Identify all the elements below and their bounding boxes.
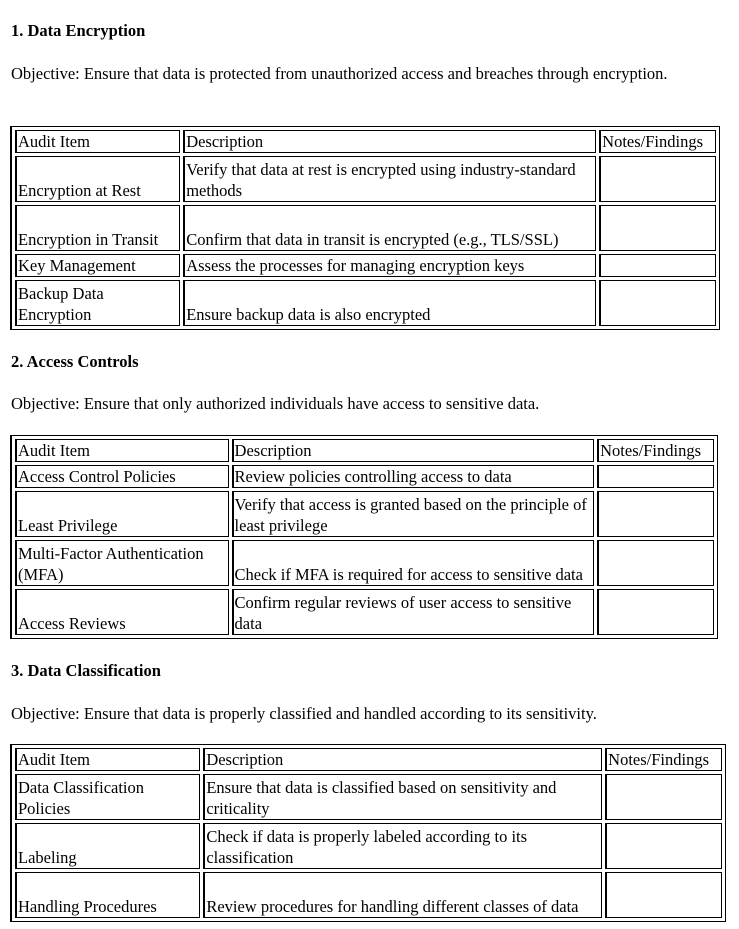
header-description: Description xyxy=(183,130,596,153)
objective-access-controls: Objective: Ensure that only authorized individuals have access to sensitive data. xyxy=(11,394,540,413)
audit-item-cell: Encryption at Rest xyxy=(15,156,180,202)
description-cell: Check if MFA is required for access to sensitive data xyxy=(232,540,595,586)
table-row xyxy=(15,205,716,251)
notes-findings-cell xyxy=(599,156,716,202)
audit-item-cell: Access Control Policies xyxy=(15,465,229,488)
description-cell: Verify that data at rest is encrypted using industry-standard methods xyxy=(183,156,596,202)
table-header-row xyxy=(15,439,714,462)
audit-item-cell: Data Classification Policies xyxy=(15,774,200,820)
description-cell: Assess the processes for managing encryption keys xyxy=(183,254,596,277)
notes-findings-cell xyxy=(597,540,714,586)
table-row xyxy=(15,280,716,326)
header-description: Description xyxy=(203,748,602,771)
audit-item-cell: Labeling xyxy=(15,823,200,869)
header-audit-item: Audit Item xyxy=(15,130,180,153)
notes-findings-cell xyxy=(597,491,714,537)
table-row xyxy=(15,465,714,488)
objective-data-encryption: Objective: Ensure that data is protected from unauthorized access and breaches through encryption. xyxy=(11,64,668,83)
description-cell: Confirm that data in transit is encrypted (e.g., TLS/SSL) xyxy=(183,205,596,251)
audit-item-cell: Least Privilege xyxy=(15,491,229,537)
section-heading-data-encryption: 1. Data Encryption xyxy=(11,21,146,40)
table-row xyxy=(15,491,714,537)
table-header-row xyxy=(15,748,722,771)
audit-table-data-classification xyxy=(10,744,726,922)
table-row xyxy=(15,254,716,277)
audit-item-cell: Handling Procedures xyxy=(15,872,200,918)
description-cell: Confirm regular reviews of user access to sensitive data xyxy=(232,589,595,635)
header-description: Description xyxy=(232,439,595,462)
header-notes-findings: Notes/Findings xyxy=(597,439,714,462)
header-audit-item: Audit Item xyxy=(15,439,229,462)
notes-findings-cell xyxy=(605,823,722,869)
table-row xyxy=(15,774,722,820)
table-row xyxy=(15,872,722,918)
audit-item-cell: Key Management xyxy=(15,254,180,277)
table-row xyxy=(15,156,716,202)
section-heading-access-controls: 2. Access Controls xyxy=(11,352,139,371)
notes-findings-cell xyxy=(599,205,716,251)
description-cell: Review policies controlling access to data xyxy=(232,465,595,488)
audit-table-access-controls xyxy=(10,435,718,639)
notes-findings-cell xyxy=(605,774,722,820)
table-row xyxy=(15,823,722,869)
table-row xyxy=(15,540,714,586)
notes-findings-cell xyxy=(599,280,716,326)
header-notes-findings: Notes/Findings xyxy=(605,748,722,771)
description-cell: Ensure that data is classified based on sensitivity and criticality xyxy=(203,774,602,820)
description-cell: Check if data is properly labeled according to its classification xyxy=(203,823,602,869)
description-cell: Review procedures for handling different classes of data xyxy=(203,872,602,918)
notes-findings-cell xyxy=(597,589,714,635)
notes-findings-cell xyxy=(605,872,722,918)
notes-findings-cell xyxy=(599,254,716,277)
section-heading-data-classification: 3. Data Classification xyxy=(11,661,161,680)
audit-item-cell: Encryption in Transit xyxy=(15,205,180,251)
table-row xyxy=(15,589,714,635)
table-header-row xyxy=(15,130,716,153)
audit-item-cell: Multi-Factor Authentication (MFA) xyxy=(15,540,229,586)
header-notes-findings: Notes/Findings xyxy=(599,130,716,153)
notes-findings-cell xyxy=(597,465,714,488)
audit-item-cell: Backup Data Encryption xyxy=(15,280,180,326)
objective-data-classification: Objective: Ensure that data is properly classified and handled according to its sensitivity. xyxy=(11,704,597,723)
description-cell: Ensure backup data is also encrypted xyxy=(183,280,596,326)
description-cell: Verify that access is granted based on the principle of least privilege xyxy=(232,491,595,537)
audit-item-cell: Access Reviews xyxy=(15,589,229,635)
audit-table-data-encryption xyxy=(10,126,720,330)
header-audit-item: Audit Item xyxy=(15,748,200,771)
